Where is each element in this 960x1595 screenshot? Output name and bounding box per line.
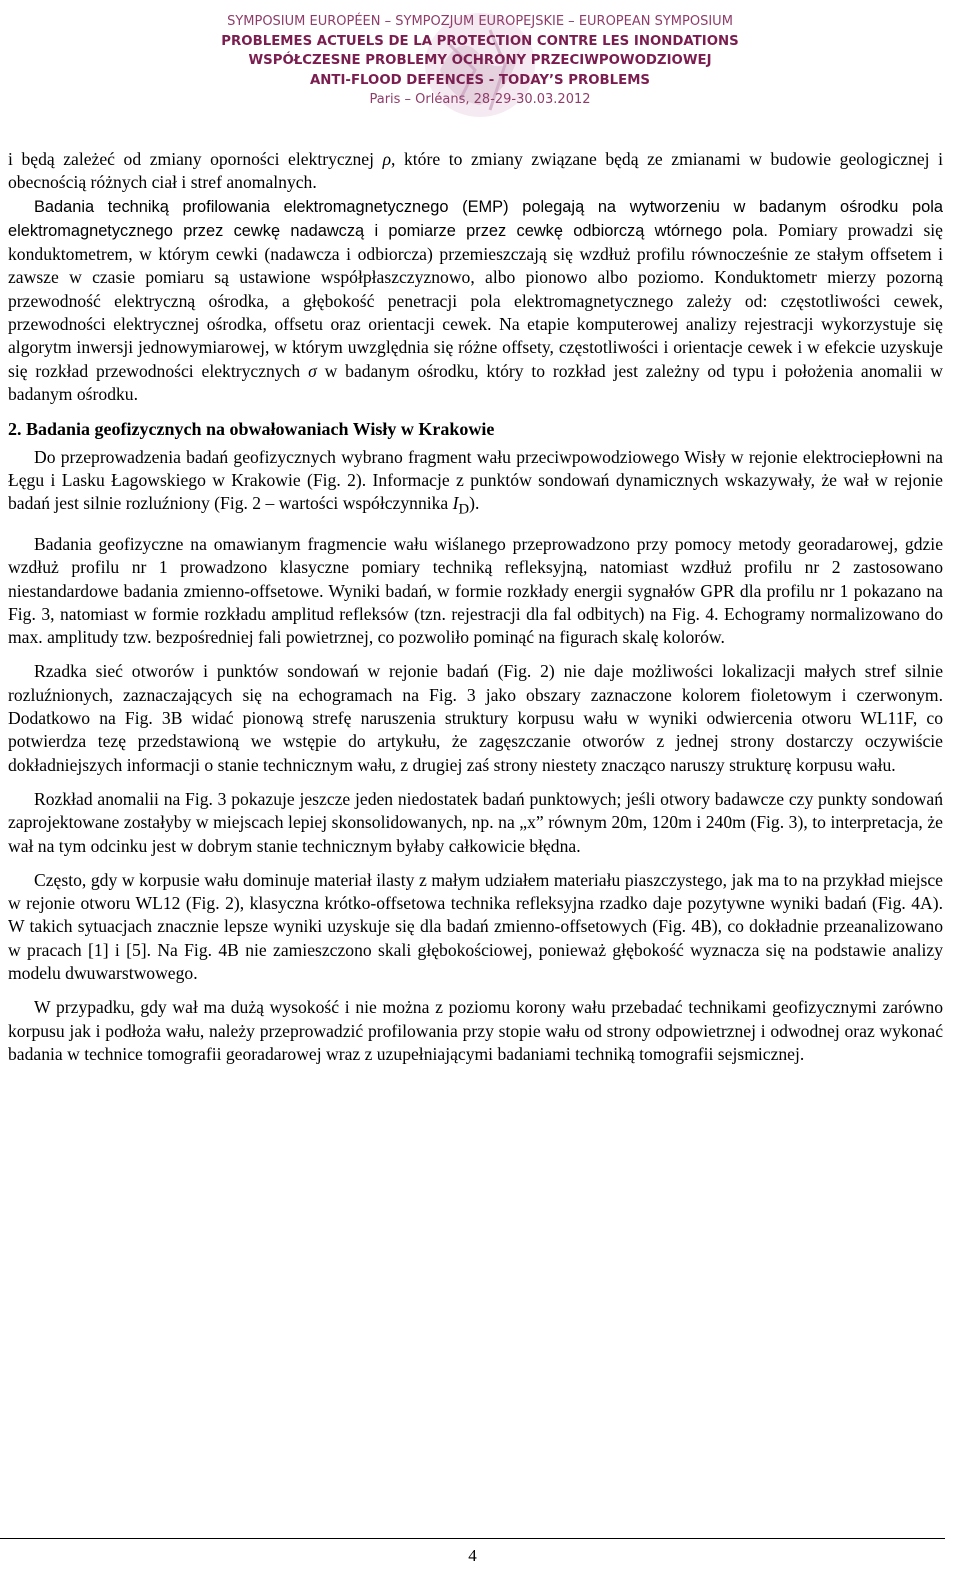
paragraph-emp-method — [8, 195, 943, 407]
coefficient-subscript: D — [458, 501, 470, 518]
paragraph-intro-continuation — [8, 148, 943, 195]
text-span: w badanym ośrodku, który to rozkład jest zależny od typu i położenia anomalii w badanym ośrodku. — [8, 360, 943, 404]
text-span: i będą zależeć od zmiany oporności elektrycznej — [8, 149, 383, 169]
header-line-polish-title: WSPÓŁCZESNE PROBLEMY OCHRONY PRZECIWPOWODZIOWEJ — [248, 53, 712, 68]
footer-divider — [0, 1538, 945, 1539]
sigma-symbol: σ — [308, 360, 317, 381]
document-body — [8, 148, 943, 1066]
conference-header — [0, 10, 960, 120]
paragraph-gpr-method: Badania geofizyczne na omawianym fragmencie wału wiślanego przeprowadzono przy pomocy metody georadarowej, gdzie wzdłuż profilu nr 1 prowadzono klasyczne pomiary techniką refleksyjną, natomiast wzdłuż profilu nr 2 zastosowano niestandardowe badania zmienno-offsetowe. Wyniki badań, w formie rozkłady energii sygnałów GPR dla profilu nr 1 pokazano na Fig. 3, natomiast w formie rozkładu amplitud refleksów (tzn. rejestracji dla fal odbitych) na Fig. 4. Echogramy normalizowano do max. amplitudy tzw. bezpośredniej fali powietrznej, co pozwoliło pominąć na figurach skalę kolorów. — [8, 533, 943, 648]
header-line-french-title: PROBLEMES ACTUELS DE LA PROTECTION CONTRE LES INONDATIONS — [221, 33, 739, 49]
text-span: ). — [469, 493, 480, 514]
text-span: , które to zmiany związane będą ze zmianami w budowie geologicznej i obecnością różnych ciał i stref anomalnych. — [8, 149, 944, 193]
paragraph-study-site — [8, 446, 943, 522]
header-line-venue-date: Paris – Orléans, 28-29-30.03.2012 — [369, 92, 591, 107]
text-span: Do przeprowadzenia badań geofizycznych wybrano fragment wału przeciwpowodziowego Wisły w rejonie elektrociepłowni na Łęgu i Lasku Łagowskiego w Krakowie (Fig. 2). Informacje z punktów sondowań dynamicznych wskazywały, że wał w rejonie badań jest silnie rozluźniony (Fig. 2 – wartości współczynnika — [8, 446, 943, 514]
emp-description-text: Badania techniką profilowania elektromagnetycznego (EMP) polegają na wytworzeniu w badanym ośrodku pola elektromagnetycznego przez cewkę nadawczą i pomiarze przez cewkę odbiorczą wtórnego pola. — [8, 197, 943, 240]
paragraph-borehole-network: Rzadka sieć otworów i punktów sondowań w rejonie badań (Fig. 2) nie daje możliwości lokalizacji małych stref silnie rozluźnionych, zaznaczających się na echogramach na Fig. 3 jako obszary zaznaczone kolorem fioletowym i czerwonym. Dodatkowo na Fig. 3B widać pionową strefę naruszenia struktury korpusu wału w wyniki odwiercenia otworu WL11F, co potwierdza tezę przedstawioną we wstępie do artykułu, że zagęszczanie otworów z jednej strony dostarczy oczywiście dokładniejszych informacji o stanie technicznym wału, z drugiej zaś strony niestety znacząco naruszy strukturę korpusu wału. — [8, 661, 943, 775]
coefficient-variable: I — [452, 493, 459, 514]
text-span: Pomiary prowadzi się konduktometrem, w którym cewki (nadawcza i odbiorcza) przemieszczają się wzdłuż profilu równocześnie ze stałym offsetem i zawsze w czasie pomiaru są ustawione współpłaszczyznowo, albo pionowo albo poziomo. Konduktometr mierzy pozorną przewodność elektryczną ośrodka, a głębokość penetracji pola elektromagnetycznego zależy od: częstotliwości cewek, przewodności elektrycznej ośrodka, offsetu oraz orientacji cewek. Na etapie komputerowej analizy rejestracji wykorzystuje się algorytm inwersji jednowymiarowej, w którym uwzględnia się różne offsety, częstotliwości i orientacje cewek i w efekcie uzyskuje się rozkład przewodności elektrycznych — [8, 219, 943, 381]
paragraph-anomaly-distribution: Rozkład anomalii na Fig. 3 pokazuje jeszcze jeden niedostatek badań punktowych; jeśli otwory badawcze czy punkty sondowań zaprojektowane zostałyby w miejscach lepiej skonsolidowanych, np. na „x” równym 20m, 120m i 240m (Fig. 3), to interpretacja, że wał na tym odcinku jest w dobrym stanie technicznym byłaby całkowicie błędna. — [8, 788, 943, 856]
header-line-symposium: SYMPOSIUM EUROPÉEN – SYMPOZJUM EUROPEJSKIE – EUROPEAN SYMPOSIUM — [227, 14, 733, 29]
page-number: 4 — [468, 1546, 477, 1565]
header-line-english-title: ANTI-FLOOD DEFENCES - TODAY’S PROBLEMS — [309, 72, 651, 88]
rho-symbol: ρ — [382, 149, 392, 169]
paragraph-clay-material: Często, gdy w korpusie wału dominuje materiał ilasty z małym udziałem materiału piaszczystego, jak ma to na przykład miejsce w rejonie otworu WL12 (Fig. 2), klasyczna krótko-offsetowa technika refleksyjna rzadko daje pozytywne wyniki badań (Fig. 4A). W takich sytuacjach znacznie lepsze wyniki uzyskuje się dla badań zmienno-offsetowych (Fig. 4B), co dokładnie przeanalizowano w pracach [1] i [5]. Na Fig. 4B nie zamieszczono skali głębokościowej, ponieważ głębokość wyznacza się na podstawie analizy modelu dwuwarstwowego. — [8, 869, 943, 984]
section-heading: 2. Badania geofizycznych na obwałowaniach Wisły w Krakowie — [8, 419, 495, 440]
paragraph-high-levee: W przypadku, gdy wał ma dużą wysokość i nie można z poziomu korony wału przebadać technikami geofizycznymi zarówno korpusu jak i podłoża wału, należy przeprowadzić profilowania przy stopie wału od strony odpowietrznej i odwodnej oraz wykonać badania w technice tomografii georadarowej wraz z uzupełniającymi badaniami techniką tomografii sejsmicznej. — [8, 997, 943, 1064]
